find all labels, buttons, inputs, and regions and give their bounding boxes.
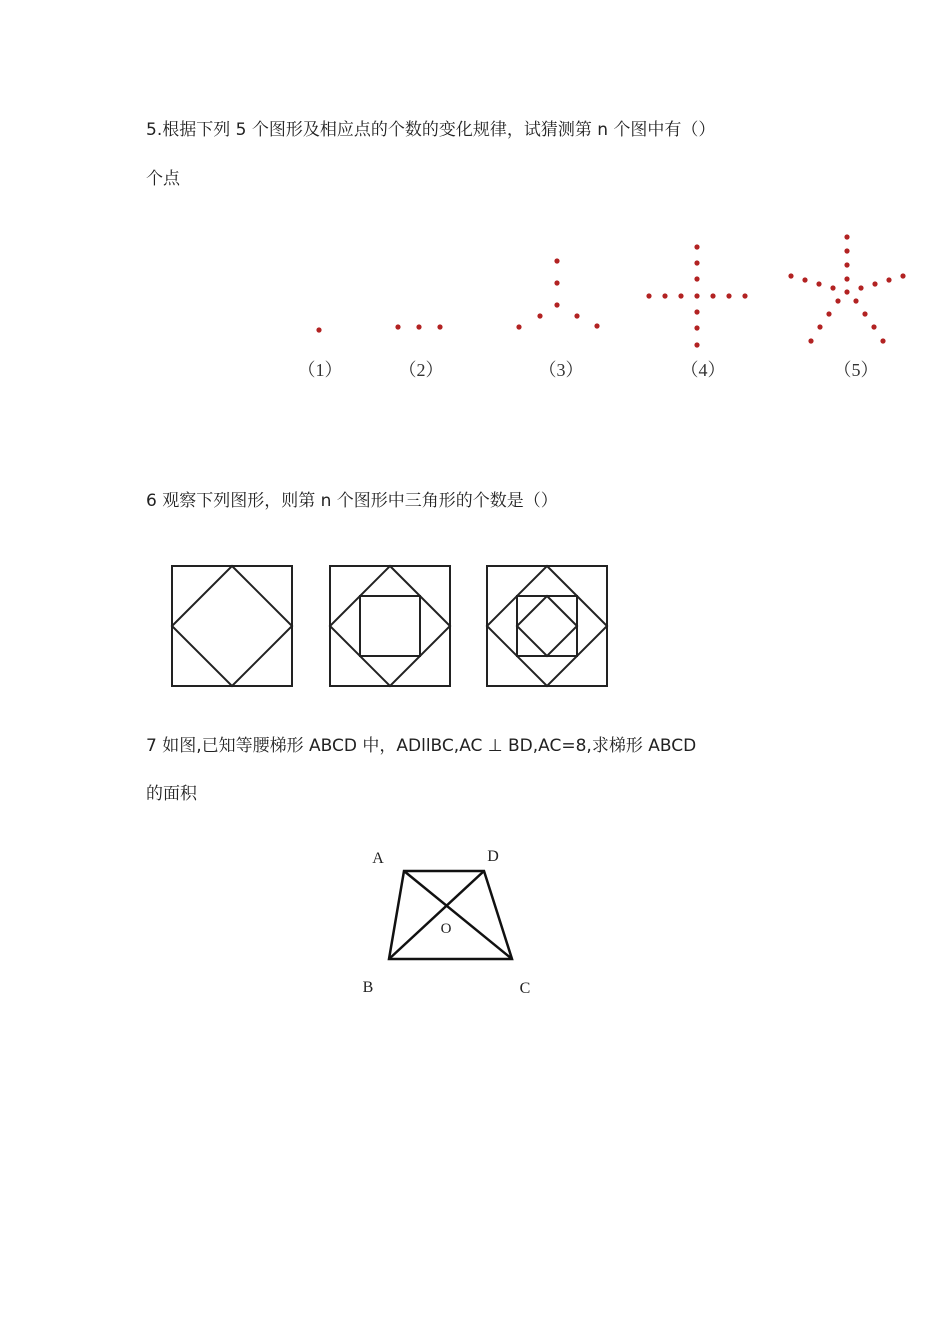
dot-fig4-6 — [694, 325, 699, 330]
vertex-label-o: O — [440, 921, 452, 937]
inner-square — [517, 596, 577, 656]
dot-fig4-1 — [694, 244, 699, 249]
dot-fig5-1 — [844, 234, 849, 239]
inner-diamond — [487, 566, 607, 686]
inner-diamond — [330, 566, 450, 686]
question-5-text-line2: 个点 — [146, 169, 180, 189]
dot-fig5-5 — [844, 289, 849, 294]
dot-fig3-7 — [594, 323, 599, 328]
dot-fig5-3 — [844, 262, 849, 267]
dot-fig5-19 — [862, 311, 867, 316]
outer-square — [172, 566, 292, 686]
dot-fig3-4 — [537, 313, 542, 318]
dot-fig4-7 — [694, 342, 699, 347]
dot-fig3-5 — [516, 324, 521, 329]
question-7-text-line2: 的面积 — [146, 784, 197, 804]
dot-fig5-8 — [816, 281, 821, 286]
dot-fig4-2 — [694, 260, 699, 265]
dot-fig4-4 — [694, 293, 699, 298]
dot-fig4-3 — [694, 276, 699, 281]
dot-fig5-17 — [808, 338, 813, 343]
dot-fig4-12 — [726, 293, 731, 298]
dot-fig5-20 — [871, 324, 876, 329]
dot-fig1-1 — [316, 327, 321, 332]
dot-fig2-3 — [437, 324, 442, 329]
dot-fig3-2 — [554, 280, 559, 285]
figure-label-5: （5） — [833, 360, 879, 380]
dot-fig3-3 — [554, 302, 559, 307]
diagonal-bd — [389, 871, 484, 959]
question-6-square-figures — [165, 560, 615, 695]
dot-fig4-11 — [710, 293, 715, 298]
dot-fig5-2 — [844, 248, 849, 253]
figure-label-3: （3） — [538, 360, 584, 380]
dot-fig4-5 — [694, 309, 699, 314]
dot-fig2-1 — [395, 324, 400, 329]
dot-fig5-4 — [844, 276, 849, 281]
question-7-trapezoid-figure — [350, 840, 550, 1000]
outer-square — [487, 566, 607, 686]
question-6-text-line1: 6 观察下列图形，则第 n 个图形中三角形的个数是（） — [146, 491, 558, 511]
innermost-diamond — [517, 596, 577, 656]
dot-fig5-10 — [900, 273, 905, 278]
dot-fig5-18 — [853, 298, 858, 303]
outer-square — [330, 566, 450, 686]
dot-fig5-11 — [886, 277, 891, 282]
figure-label-4: （4） — [680, 360, 726, 380]
dot-fig5-14 — [835, 298, 840, 303]
square-figure-3 — [487, 566, 607, 686]
square-figure-2 — [330, 566, 450, 686]
figure-label-2: （2） — [398, 360, 444, 380]
dot-fig3-1 — [554, 258, 559, 263]
dot-fig5-21 — [880, 338, 885, 343]
dot-fig4-10 — [678, 293, 683, 298]
diagonal-ac — [404, 871, 512, 959]
dot-fig4-8 — [646, 293, 651, 298]
dot-fig3-6 — [574, 313, 579, 318]
dot-fig5-9 — [830, 285, 835, 290]
question-5-dot-figures — [280, 225, 920, 390]
question-5-text-line1: 5.根据下列 5 个图形及相应点的个数的变化规律，试猜测第 n 个图中有（） — [146, 120, 716, 140]
dot-fig5-16 — [817, 324, 822, 329]
dot-fig4-13 — [742, 293, 747, 298]
trapezoid-outline — [389, 871, 512, 959]
dot-fig5-6 — [788, 273, 793, 278]
dot-fig2-2 — [416, 324, 421, 329]
vertex-label-d: D — [487, 848, 499, 865]
square-figure-1 — [172, 566, 292, 686]
dot-fig5-15 — [826, 311, 831, 316]
inner-diamond — [172, 566, 292, 686]
vertex-label-b: B — [362, 979, 374, 996]
dot-fig5-13 — [858, 285, 863, 290]
dot-fig5-7 — [802, 277, 807, 282]
inner-square — [360, 596, 420, 656]
dot-fig4-9 — [662, 293, 667, 298]
question-7-text-line1: 7 如图,已知等腰梯形 ABCD 中，ADllBC,AC ⊥ BD,AC=8,求梯形 ABCD — [146, 736, 697, 756]
dot-fig5-12 — [872, 281, 877, 286]
vertex-label-a: A — [372, 850, 384, 867]
vertex-label-c: C — [519, 980, 531, 997]
figure-label-1: （1） — [297, 360, 343, 380]
dot-group — [316, 234, 905, 347]
